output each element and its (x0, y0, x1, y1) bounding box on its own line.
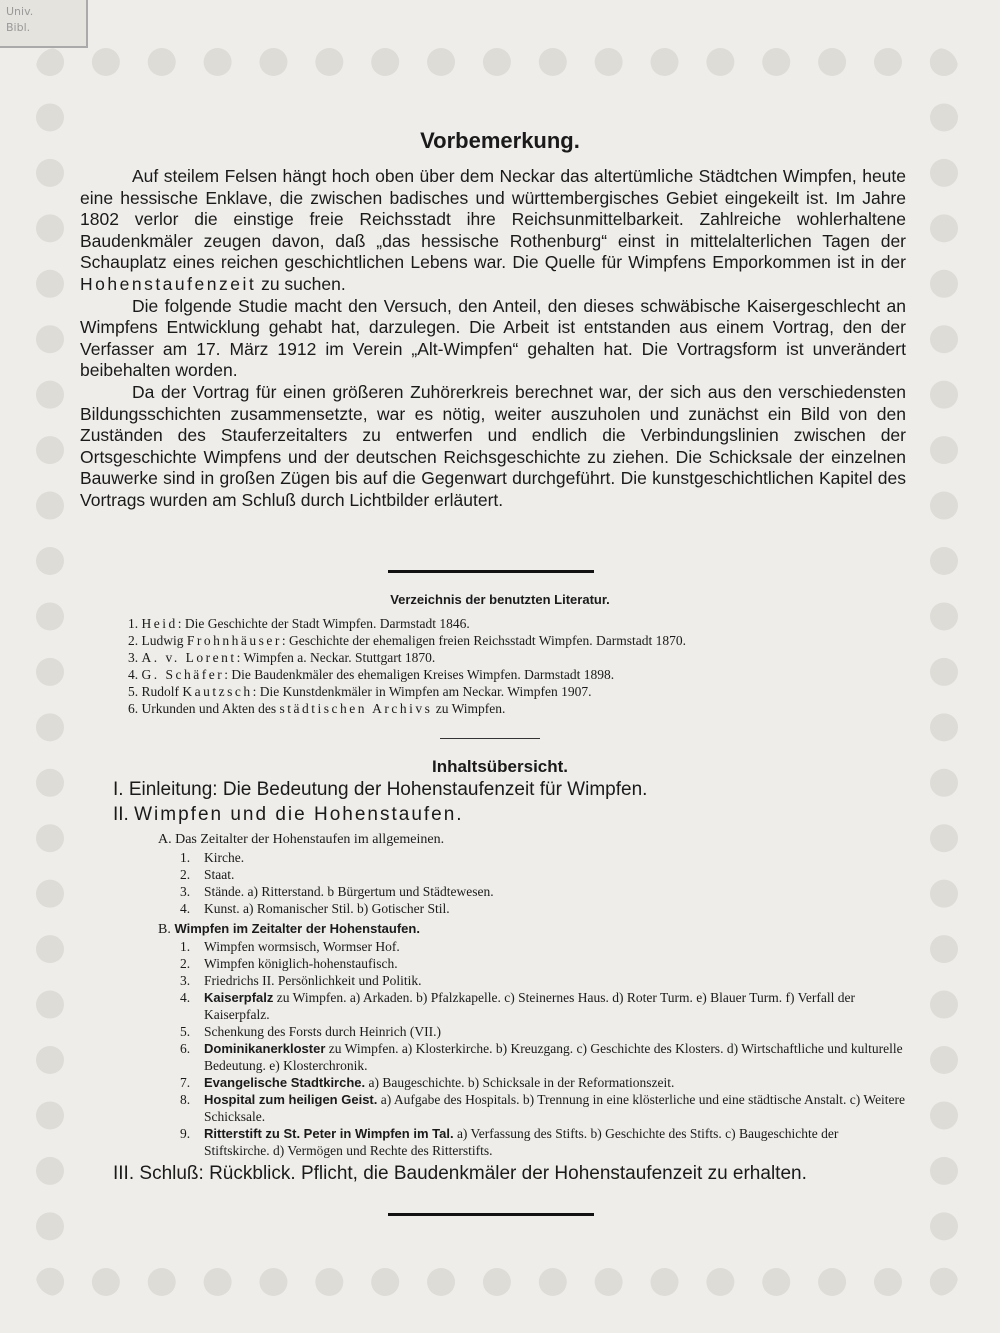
list-item: 6. Urkunden und Akten des städtischen Archivs zu Wimpfen. (128, 701, 506, 716)
list-item: 5. Rudolf Kautzsch: Die Kunstdenkmäler in Wimpfen am Neckar. Wimpfen 1907. (128, 684, 592, 699)
literature-heading: Verzeichnis der benutzten Literatur. (390, 592, 610, 607)
stamp-text-1: Univ. (6, 5, 34, 18)
list-item: 8. Hospital zum heiligen Geist. a) Aufgabe des Hospitals. b) Trennung in eine klösterliche und eine städtische Anstalt. c) Weitere Schicksale. (180, 1092, 906, 1124)
toc-section-b-list (180, 938, 906, 1159)
list-item: 3. Friedrichs II. Persönlichkeit und Politik. (180, 973, 422, 988)
list-item: 2. Wimpfen königlich-hohenstaufisch. (180, 956, 398, 971)
toc-section-a: A. Das Zeitalter der Hohenstaufen im allgemeinen. (158, 832, 445, 847)
paragraph (80, 166, 906, 296)
list-item: 4. Kaiserpfalz zu Wimpfen. a) Arkaden. b) Pfalzkapelle. c) Steinernes Haus. d) Roter Turm. e) Blauer Turm. f) Verfall der Kaiserpfalz. (180, 990, 855, 1022)
stamp-text-2: Bibl. (6, 21, 31, 34)
list-item: 2. Staat. (180, 867, 235, 882)
list-item: 6. Dominikanerkloster zu Wimpfen. a) Klosterkirche. b) Kreuzgang. c) Geschichte des Klosters. d) Wirtschaftliche und kulturelle Bedeutung. e) Klosterchronik. (180, 1041, 903, 1073)
list-item: 1. Heid: Die Geschichte der Stadt Wimpfen. Darmstadt 1846. (128, 616, 470, 631)
toc-section-b: B. Wimpfen im Zeitalter der Hohenstaufen. (158, 921, 420, 937)
paragraph-text: Auf steilem Felsen hängt hoch oben über dem Neckar das altertümliche Städtchen Wimpfen, heute eine hessische Enklave, die zwischen badisches und württembergisches Gebiet eingekeilt ist. Im Jahre 1802 verlor die einstige freie Reichsstadt ihre Reichsunmittelbarkeit. Zahlreiche wohlerhaltene Baudenkmäler zeugen davon, daß „das hessische Rothenburg“ einst in mittelalterlichen Tagen der Schauplatz eines reichen geschichtlichen Lebens war. Die Quelle für Wimpfens Emporkommen ist in der (80, 166, 906, 273)
list-item: 7. Evangelische Stadtkirche. a) Baugeschichte. b) Schicksale in der Reformationszeit. (180, 1075, 675, 1090)
list-item: 3. A. v. Lorent: Wimpfen a. Neckar. Stuttgart 1870. (128, 650, 436, 665)
paragraph: Die folgende Studie macht den Versuch, den Anteil, den dieses schwäbische Kaisergeschlecht an Wimpfens Entwicklung gehabt hat, darzulegen. Die Arbeit ist entstanden aus einem Vortrag, den der Verfasser am 17. März 1912 im Verein „Alt-Wimpfen“ gehalten hat. Die Vortragsform ist unverändert beibehalten worden. (80, 295, 906, 381)
list-item: 5. Schenkung des Forsts durch Heinrich (VII.) (180, 1024, 441, 1039)
list-item: 1. Wimpfen wormsisch, Wormser Hof. (180, 939, 400, 954)
list-item: 4. G. Schäfer: Die Baudenkmäler des ehemaligen Kreises Wimpfen. Darmstadt 1898. (128, 667, 615, 682)
list-item: 3. Stände. a) Ritterstand. b Bürgertum und Städtewesen. (180, 884, 494, 899)
toc-main-2: II. Wimpfen und die Hohenstaufen. (113, 804, 464, 825)
paragraph-text: zu suchen. (256, 273, 346, 294)
toc-section-a-list (180, 849, 906, 917)
library-stamp (0, 0, 88, 48)
toc-main-1: I. Einleitung: Die Bedeutung der Hohenstaufenzeit für Wimpfen. (113, 779, 648, 800)
bottom-divider (388, 1213, 594, 1216)
toc-heading: Inhaltsübersicht. (431, 757, 569, 776)
spaced-term: Hohenstaufenzeit (80, 273, 257, 294)
list-item: 9. Ritterstift zu St. Peter in Wimpfen im Tal. a) Verfassung des Stifts. b) Geschichte des Stifts. c) Baugeschichte der Stiftskirche. d) Vermögen und Rechte des Ritterstifts. (180, 1126, 839, 1158)
divider (388, 570, 594, 573)
page-title: Vorbemerkung. (420, 128, 580, 153)
literature-list (128, 615, 928, 717)
short-divider (440, 738, 540, 739)
paragraph: Da der Vortrag für einen größeren Zuhörerkreis berechnet war, der sich aus den verschiedensten Bildungsschichten zusammensetzte, war es nötig, weiter auszuholen und zunächst ein Bild von den Zuständen des Stauferzeitalters zu entwerfen und endlich die Verbindungslinien zwischen der Ortsgeschichte Wimpfens und der deutschen Reichsgeschichte zu ziehen. Die Schicksale der einzelnen Bauwerke sind in großen Zügen bis auf die Gegenwart durchgeführt. Die kunstgeschichtlichen Kapitel des Vortrags wurden am Schluß durch Lichtbilder erläutert. (80, 381, 906, 510)
list-item: 1. Kirche. (180, 850, 245, 865)
preface-text (80, 166, 906, 512)
toc-main-3: III. Schluß: Rückblick. Pflicht, die Baudenkmäler der Hohenstaufenzeit zu erhalten. (113, 1163, 807, 1184)
list-item: 4. Kunst. a) Romanischer Stil. b) Gotischer Stil. (180, 901, 450, 916)
list-item: 2. Ludwig Frohnhäuser: Geschichte der ehemaligen freien Reichsstadt Wimpfen. Darmstadt 1870. (128, 633, 686, 648)
